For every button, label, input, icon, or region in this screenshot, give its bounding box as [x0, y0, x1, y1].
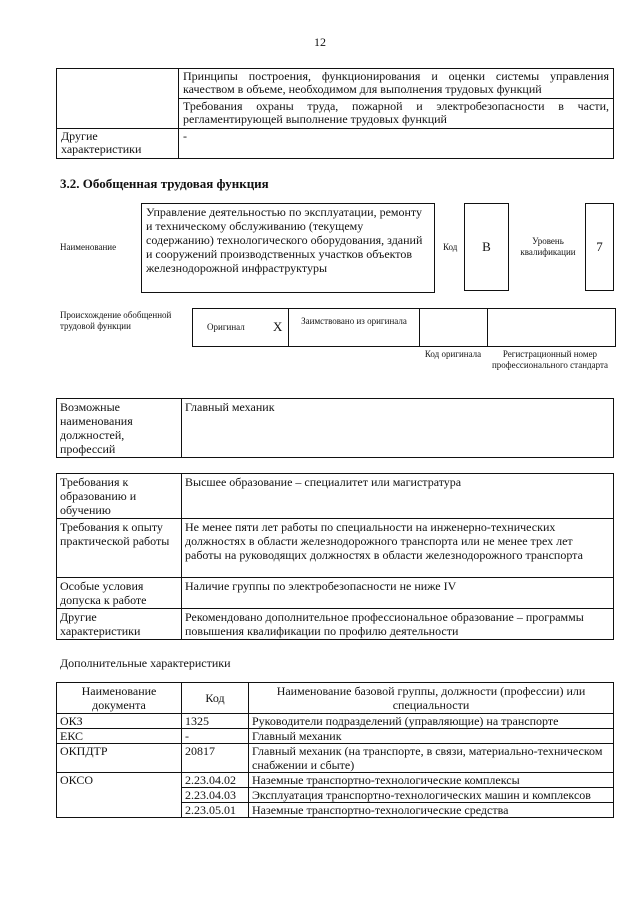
knowledge-table [56, 68, 614, 159]
column-header: Наименование базовой группы, должности (профессии) или специальности [249, 683, 614, 714]
origin-divider [487, 309, 488, 346]
original-mark: X [273, 319, 283, 334]
origin-label: Происхождение обобщенной трудовой функции [60, 310, 172, 331]
function-code-box: B [464, 203, 509, 291]
table-cell: 20817 [182, 744, 249, 773]
table-cell: Наземные транспортно-технологические комплексы [249, 773, 614, 788]
code-label: Код [443, 242, 458, 252]
table-cell: Эксплуатация транспортно-технологических машин и комплексов [249, 788, 614, 803]
table-row [57, 69, 614, 99]
table-cell-label: Требования к опыту практической работы [57, 519, 182, 578]
table-row [57, 714, 614, 729]
table-cell-label [57, 69, 179, 129]
table-cell-text: Не менее пяти лет работы по специальности на инженерно-технических должностях в области железнодорожного транспорта или не менее трех лет работы на руководящих должностях в области железнодорожного транспорта [182, 519, 614, 578]
table-row [57, 519, 614, 578]
table-cell-text: Требования охраны труда, пожарной и электробезопасности в части, регламентирующей выполнение трудовых функций [179, 99, 614, 129]
table-cell-text: Рекомендовано дополнительное профессиональное образование – программы повышения квалификации по профилю деятельности [182, 609, 614, 640]
table-cell: Наземные транспортно-технологические средства [249, 803, 614, 818]
table-row [57, 129, 614, 159]
origin-divider [419, 309, 420, 346]
table-row [57, 474, 614, 519]
name-label: Наименование [60, 242, 117, 252]
table-cell: 2.23.04.02 [182, 773, 249, 788]
table-row [57, 578, 614, 609]
origin-box [192, 308, 616, 347]
table-row [57, 773, 614, 788]
additional-table [56, 682, 614, 818]
table-cell: - [182, 729, 249, 744]
table-cell-text: Принципы построения, функционирования и оценки системы управления качеством в объеме, необходимом для выполнения трудовых функций [179, 69, 614, 99]
table-cell-text: Высшее образование – специалитет или магистратура [182, 474, 614, 519]
level-box: 7 [585, 203, 614, 291]
table-cell: Главный механик [249, 729, 614, 744]
reg-caption: Регистрационный номер профессионального стандарта [491, 349, 609, 370]
additional-title: Дополнительные характеристики [60, 656, 231, 670]
table-cell: 2.23.05.01 [182, 803, 249, 818]
table-row [57, 609, 614, 640]
table-cell-label: Требования к образованию и обучению [57, 474, 182, 519]
table-cell: ОКЗ [57, 714, 182, 729]
table-cell: Руководители подразделений (управляющие) на транспорте [249, 714, 614, 729]
table-row [57, 399, 614, 458]
table-cell: 2.23.04.03 [182, 788, 249, 803]
function-name-box: Управление деятельностью по эксплуатации, ремонту и техническому обслуживанию (текущему содержанию) технологического оборудования, зданий и сооружений производственных участков объектов железнодорожной инфраструктуры [141, 203, 435, 293]
table-cell-label: Особые условия допуска к работе [57, 578, 182, 609]
table-row [57, 744, 614, 773]
column-header: Код [182, 683, 249, 714]
positions-table [56, 398, 614, 458]
table-cell: ЕКС [57, 729, 182, 744]
table-cell: 1325 [182, 714, 249, 729]
table-cell-label: Другие характеристики [57, 129, 179, 159]
requirements-table [56, 473, 614, 640]
code-caption: Код оригинала [424, 349, 482, 359]
table-cell-label: Другие характеристики [57, 609, 182, 640]
level-label: Уровень квалификации [520, 236, 576, 257]
table-header-row [57, 683, 614, 714]
table-cell-text: - [179, 129, 614, 159]
borrowed-label: Заимствовано из оригинала [301, 316, 407, 326]
table-cell: Главный механик (на транспорте, в связи, материально-техническом снабжении и сбыте) [249, 744, 614, 773]
section-title: 3.2. Обобщенная трудовая функция [60, 176, 269, 191]
table-cell: ОКПДТР [57, 744, 182, 773]
table-cell-label: Возможные наименования должностей, профессий [57, 399, 182, 458]
table-cell: ОКСО [57, 773, 182, 818]
origin-divider [288, 309, 289, 346]
page-number: 12 [314, 35, 326, 49]
table-cell-text: Главный механик [182, 399, 614, 458]
table-row [57, 729, 614, 744]
table-cell-text: Наличие группы по электробезопасности не ниже IV [182, 578, 614, 609]
original-label: Оригинал [207, 322, 245, 332]
column-header: Наименование документа [57, 683, 182, 714]
